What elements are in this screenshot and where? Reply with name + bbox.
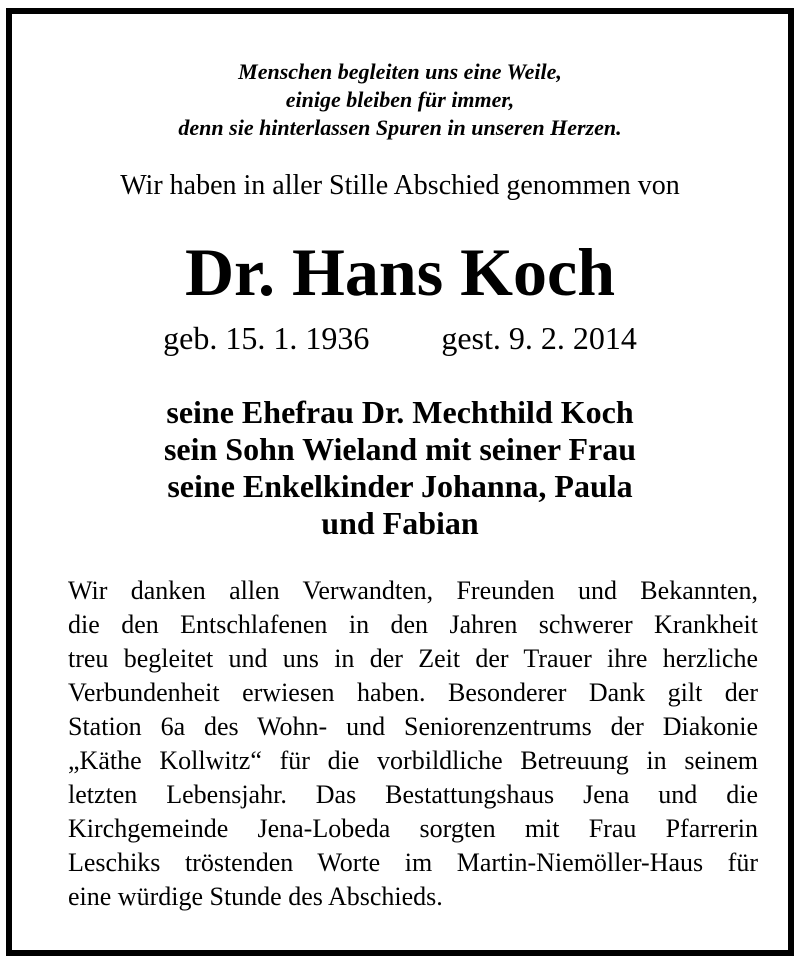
obituary-frame bbox=[6, 8, 794, 956]
body-line: treu begleitet und uns in der Zeit der Trauer ihre herzliche bbox=[68, 644, 758, 673]
body-line: letzten Lebensjahr. Das Bestattungshaus Jena und die bbox=[68, 780, 758, 809]
intro-text: Wir haben in aller Stille Abschied genommen von bbox=[120, 170, 680, 201]
body-line: Kirchgemeinde Jena-Lobeda sorgten mit Frau Pfarrerin bbox=[68, 814, 758, 843]
mourner-line: sein Sohn Wieland mit seiner Frau bbox=[163, 431, 637, 467]
quote-block bbox=[12, 58, 788, 142]
life-dates bbox=[12, 318, 788, 358]
body-line: Verbundenheit erwiesen haben. Besonderer Dank gilt der bbox=[68, 678, 758, 707]
death-date: gest. 9. 2. 2014 bbox=[441, 320, 637, 356]
quote-line: Menschen begleiten uns eine Weile, bbox=[238, 59, 562, 84]
quote-line: einige bleiben für immer, bbox=[285, 87, 515, 112]
deceased-name: Dr. Hans Koch bbox=[184, 234, 616, 310]
mourner-line: seine Enkelkinder Johanna, Paula bbox=[167, 468, 633, 504]
quote-line: denn sie hinterlassen Spuren in unseren Herzen. bbox=[178, 115, 622, 140]
body-line: die den Entschlafenen in den Jahren schwerer Krankheit bbox=[68, 610, 758, 639]
body-line: Leschiks tröstenden Worte im Martin-Niemöller-Haus für bbox=[68, 848, 758, 877]
thank-you-text bbox=[68, 574, 758, 914]
body-line: „Käthe Kollwitz“ für die vorbildliche Betreuung in seinem bbox=[68, 746, 758, 775]
mourner-line: seine Ehefrau Dr. Mechthild Koch bbox=[166, 394, 634, 430]
body-line: eine würdige Stunde des Abschieds. bbox=[68, 882, 443, 911]
body-line: Station 6a des Wohn- und Seniorenzentrums der Diakonie bbox=[68, 712, 758, 741]
mourners-list bbox=[12, 394, 788, 542]
birth-date: geb. 15. 1. 1936 bbox=[163, 320, 370, 356]
body-line: Wir danken allen Verwandten, Freunden und Bekannten, bbox=[68, 576, 758, 605]
mourner-line: und Fabian bbox=[321, 505, 479, 541]
